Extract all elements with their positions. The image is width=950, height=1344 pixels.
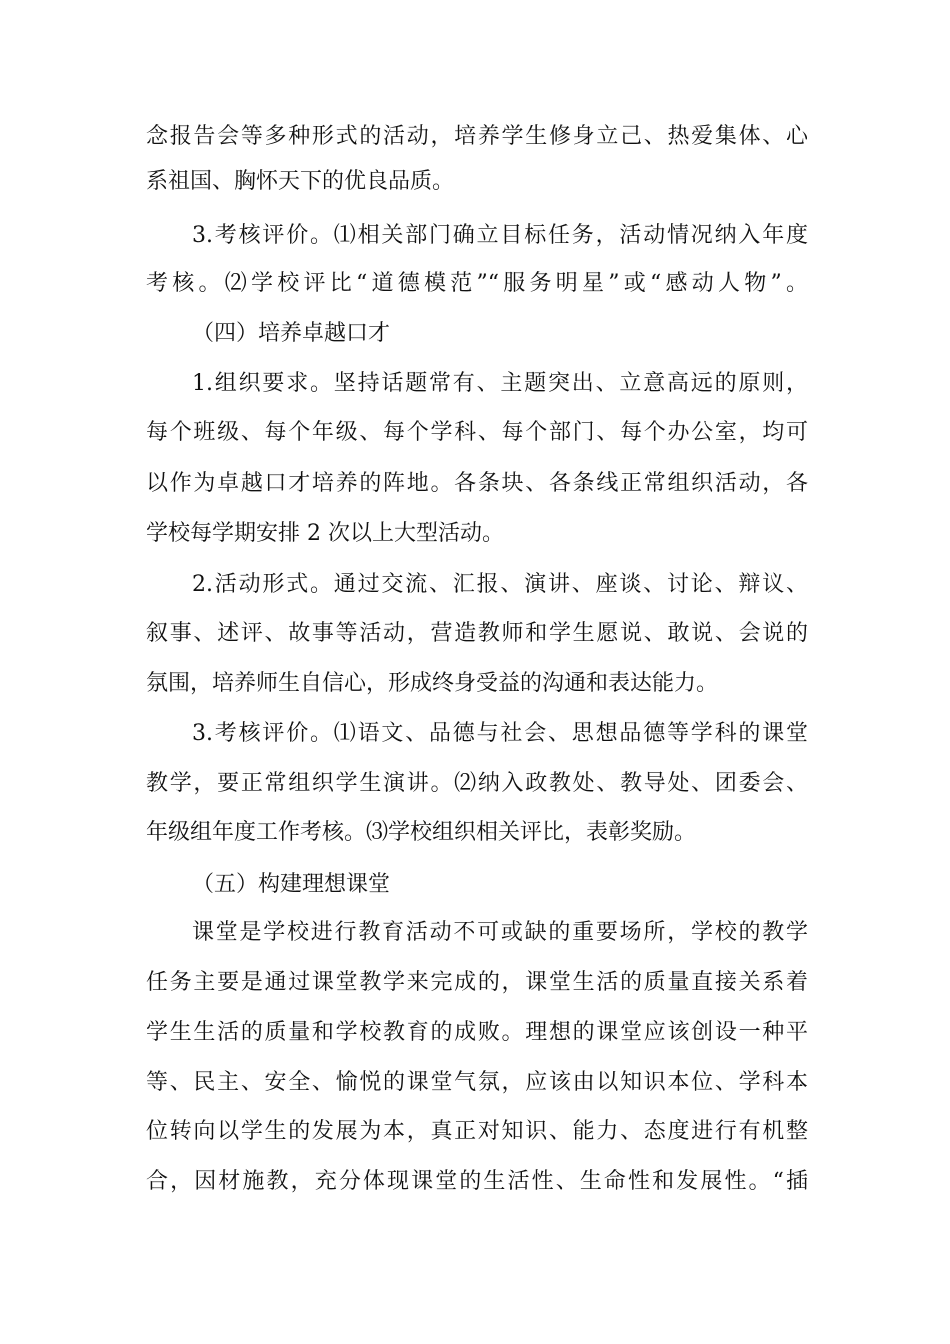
- text-line: 合，因材施教，充分体现课堂的生活性、生命性和发展性。“插: [146, 1169, 808, 1194]
- section-heading: （五）构建理想课堂: [192, 872, 391, 897]
- text-line: 氛围，培养师生自信心，形成终身受益的沟通和表达能力。: [146, 671, 719, 696]
- text-line: 1.组织要求。坚持话题常有、主题突出、立意高远的原则，: [192, 371, 808, 396]
- text-line: 每个班级、每个年级、每个学科、每个部门、每个办公室，均可: [146, 420, 808, 445]
- text-line: 学生生活的质量和学校教育的成败。理想的课堂应该创设一种平: [146, 1020, 808, 1045]
- text-line: 任务主要是通过课堂教学来完成的，课堂生活的质量直接关系着: [146, 970, 808, 995]
- text-line: 年级组年度工作考核。⑶学校组织相关评比，表彰奖励。: [146, 820, 697, 845]
- text-line: 位转向以学生的发展为本，真正对知识、能力、态度进行有机整: [146, 1119, 808, 1144]
- section-heading: （四）培养卓越口才: [192, 321, 391, 346]
- text-line: 等、民主、安全、愉悦的课堂气氛，应该由以知识本位、学科本: [146, 1070, 808, 1095]
- text-line: 3.考核评价。⑴相关部门确立目标任务，活动情况纳入年度: [192, 223, 808, 248]
- text-line: 系祖国、胸怀天下的优良品质。: [146, 169, 455, 194]
- text-line: 教学，要正常组织学生演讲。⑵纳入政教处、教导处、团委会、: [146, 771, 808, 796]
- text-line: 3.考核评价。⑴语文、品德与社会、思想品德等学科的课堂: [192, 721, 808, 746]
- text-line: 叙事、述评、故事等活动，营造教师和学生愿说、敢说、会说的: [146, 621, 808, 646]
- text-line: 课堂是学校进行教育活动不可或缺的重要场所，学校的教学: [192, 920, 808, 945]
- text-line: 考核。⑵学校评比“道德模范”“服务明星”或“感动人物”。: [146, 271, 808, 296]
- text-line: 学校每学期安排 2 次以上大型活动。: [146, 521, 504, 546]
- text-line: 2.活动形式。通过交流、汇报、演讲、座谈、讨论、辩议、: [192, 572, 808, 597]
- text-line: 以作为卓越口才培养的阵地。各条块、各条线正常组织活动，各: [146, 471, 808, 496]
- text-line: 念报告会等多种形式的活动，培养学生修身立己、热爱集体、心: [146, 124, 808, 149]
